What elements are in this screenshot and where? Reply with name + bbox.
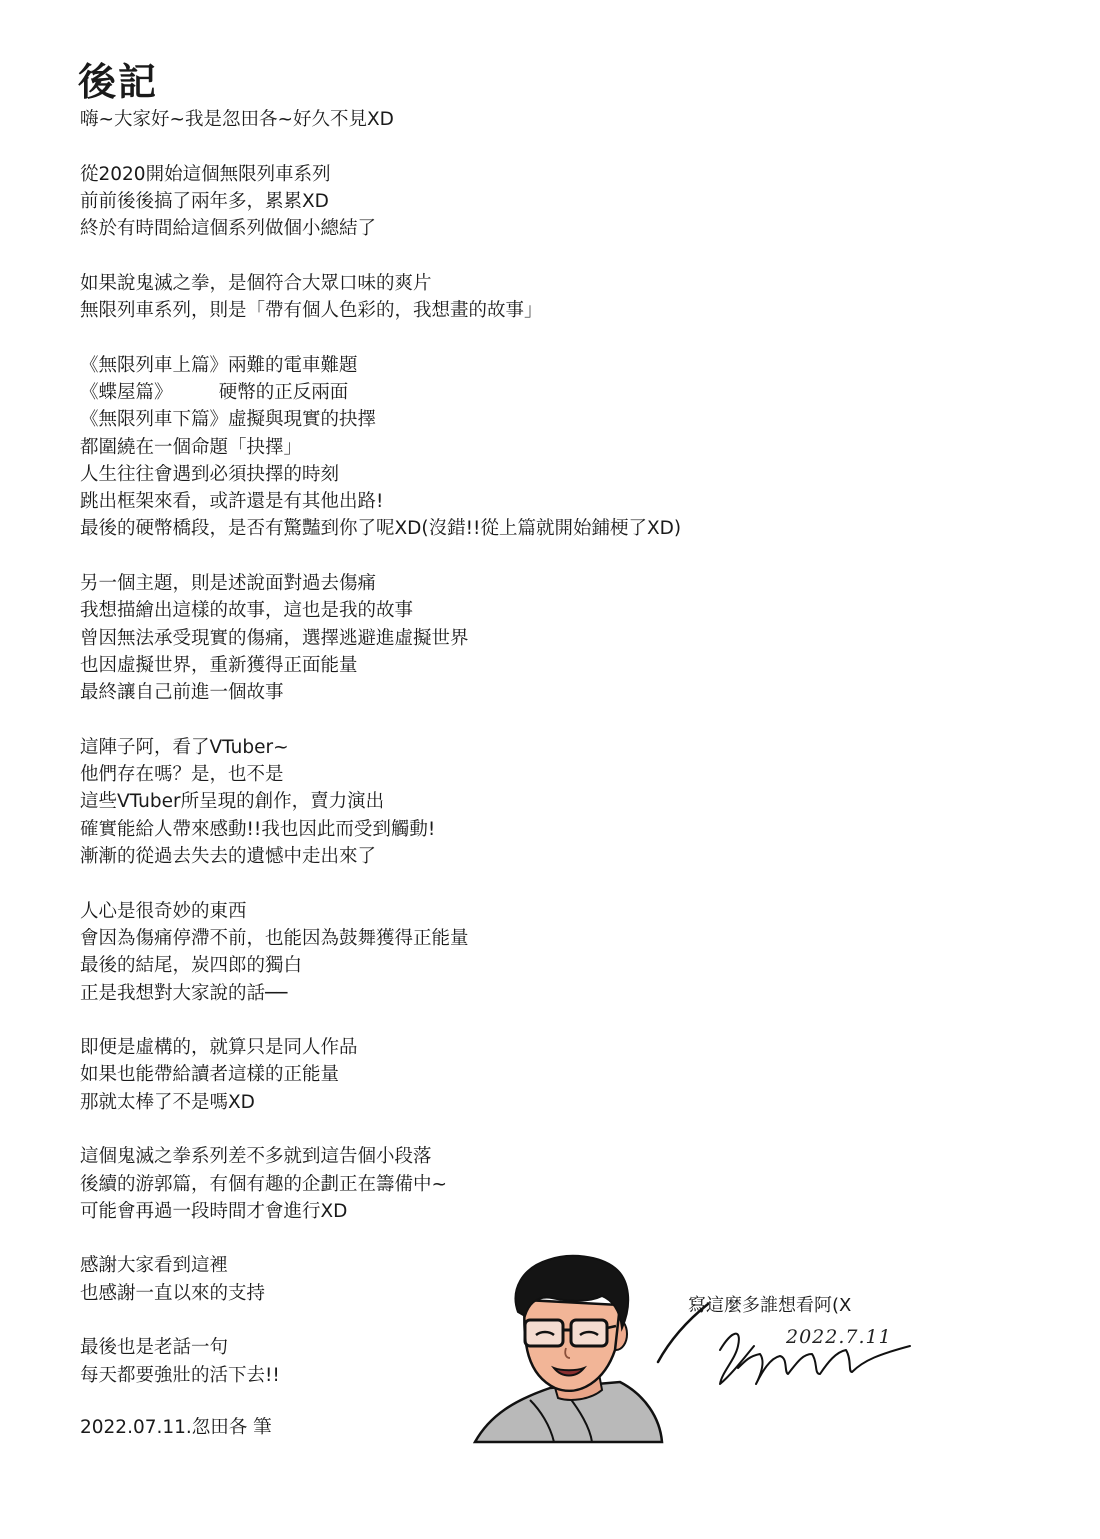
text-line: 可能會再過一段時間才會進行XD bbox=[80, 1200, 348, 1222]
text-line: 最後也是老話一句 bbox=[80, 1337, 229, 1359]
signoff-line: 2022.07.11.忽田各 筆 bbox=[80, 1417, 272, 1438]
paragraph bbox=[80, 570, 800, 706]
paragraph bbox=[80, 1034, 800, 1116]
text-line: 最後的硬幣橋段，是否有驚豔到你了呢XD(沒錯!!從上篇就開始鋪梗了XD) bbox=[80, 518, 682, 540]
paragraph bbox=[80, 1143, 800, 1225]
text-line: 即便是虛構的，就算只是同人作品 bbox=[80, 1037, 358, 1059]
text-line: 漸漸的從過去失去的遺憾中走出來了 bbox=[80, 846, 377, 868]
paragraph bbox=[80, 734, 800, 870]
text-line: 這些VTuber所呈現的創作，賣力演出 bbox=[80, 791, 385, 813]
text-line: 從2020開始這個無限列車系列 bbox=[80, 163, 331, 185]
text-line: 我想描繪出這樣的故事，這也是我的故事 bbox=[80, 600, 414, 622]
text-line: 也因虛擬世界，重新獲得正面能量 bbox=[80, 654, 358, 676]
illustration-caption: 寫這麼多誰想看阿(X bbox=[688, 1295, 852, 1316]
text-line: 這個鬼滅之拳系列差不多就到這告個小段落 bbox=[80, 1146, 432, 1168]
text-line: 《無限列車上篇》兩難的電車難題 bbox=[80, 354, 358, 376]
text-line: 前前後後搞了兩年多，累累XD bbox=[80, 190, 329, 212]
text-line: 感謝大家看到這裡 bbox=[80, 1255, 229, 1277]
text-line: 也感謝一直以來的支持 bbox=[80, 1282, 266, 1304]
page-title: 後記 bbox=[78, 60, 159, 104]
paragraph bbox=[80, 352, 800, 543]
text-line: 嗨~大家好~我是忽田各~好久不見XD bbox=[80, 109, 394, 130]
text-line: 最後的結尾，炭四郎的獨白 bbox=[80, 955, 303, 977]
text-line: 這陣子阿，看了VTuber~ bbox=[80, 736, 289, 758]
text-line: 後續的游郭篇，有個有趣的企劃正在籌備中~ bbox=[80, 1173, 448, 1195]
afterword-body bbox=[80, 106, 800, 1416]
text-line: 如果也能帶給讀者這樣的正能量 bbox=[80, 1064, 340, 1086]
text-line: 每天都要強壯的活下去!! bbox=[80, 1364, 280, 1386]
text-line: 會因為傷痛停滯不前，也能因為鼓舞獲得正能量 bbox=[80, 927, 469, 949]
paragraph bbox=[80, 270, 800, 325]
text-line: 都圍繞在一個命題「抉擇」 bbox=[80, 436, 303, 458]
text-line: 如果說鬼滅之拳，是個符合大眾口味的爽片 bbox=[80, 272, 432, 294]
text-line: 人生往往會遇到必須抉擇的時刻 bbox=[80, 463, 340, 485]
text-line: 最終讓自己前進一個故事 bbox=[80, 682, 284, 704]
text-line: 確實能給人帶來感動!!我也因此而受到觸動! bbox=[80, 818, 436, 840]
text-line: 《蝶屋篇》 硬幣的正反兩面 bbox=[80, 381, 349, 403]
text-line: 人心是很奇妙的東西 bbox=[80, 900, 247, 922]
text-line: 無限列車系列，則是「帶有個人色彩的，我想畫的故事」 bbox=[80, 300, 543, 322]
text-line: 《無限列車下篇》虛擬與現實的抉擇 bbox=[80, 409, 377, 431]
handwritten-date: 2022.7.11 bbox=[786, 1326, 892, 1348]
text-line: 終於有時間給這個系列做個小總結了 bbox=[80, 218, 377, 240]
paragraph bbox=[80, 898, 800, 1007]
text-line: 他們存在嗎？是，也不是 bbox=[80, 764, 284, 786]
text-line: 跳出框架來看，或許還是有其他出路! bbox=[80, 491, 384, 513]
paragraph bbox=[80, 161, 800, 243]
text-line: 曾因無法承受現實的傷痛，選擇逃避進虛擬世界 bbox=[80, 627, 469, 649]
text-line: 另一個主題，則是述說面對過去傷痛 bbox=[80, 573, 377, 595]
paragraph bbox=[80, 106, 800, 133]
text-line: 那就太棒了不是嗎XD bbox=[80, 1091, 255, 1113]
text-line: 正是我想對大家說的話── bbox=[80, 982, 288, 1004]
